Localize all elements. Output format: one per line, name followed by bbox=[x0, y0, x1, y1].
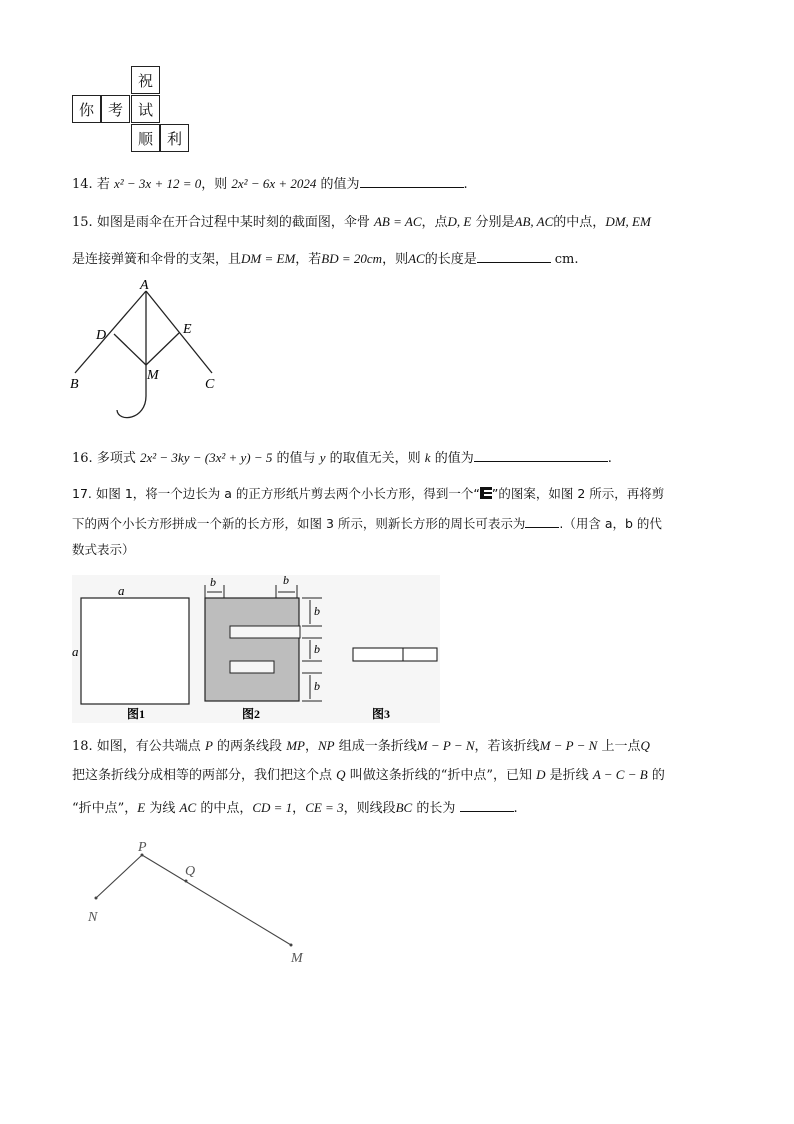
label-A: A bbox=[140, 278, 149, 293]
text: 17. 如图 1，将一个边长为 a 的正方形纸片剪去两个小长方形，得到一个“ bbox=[72, 486, 480, 501]
label-C: C bbox=[205, 377, 215, 392]
text: 的长度是 bbox=[424, 252, 477, 267]
question-18-line3 bbox=[72, 797, 518, 818]
text: ，点 bbox=[421, 215, 448, 230]
text: ”的图案，如图 2 所示，再将剪 bbox=[491, 486, 665, 501]
question-17-line2 bbox=[72, 513, 662, 533]
math: AB, AC bbox=[514, 214, 554, 229]
net-cell: 试 bbox=[131, 95, 160, 123]
text: 把这条折线分成相等的两部分，我们把这个点 bbox=[72, 768, 333, 783]
net-cell: 考 bbox=[101, 95, 130, 123]
equation: x² − 3x + 12 = 0 bbox=[113, 176, 202, 191]
label-M: M bbox=[147, 368, 159, 383]
net-cell: 祝 bbox=[131, 66, 160, 94]
expression: 2x² − 6x + 2024 bbox=[231, 176, 317, 191]
math: M − P − N bbox=[539, 738, 598, 753]
question-number: 15. bbox=[72, 215, 93, 230]
math: Q bbox=[640, 738, 650, 753]
answer-blank[interactable] bbox=[525, 513, 559, 528]
math: A − C − B bbox=[592, 767, 648, 782]
text: . bbox=[607, 451, 612, 466]
label-M: M bbox=[291, 951, 303, 966]
math: BD = 20cm bbox=[321, 251, 383, 266]
text: 的长为 bbox=[416, 801, 456, 816]
answer-blank[interactable] bbox=[460, 797, 514, 812]
unit: cm bbox=[554, 252, 575, 267]
text: 是连接弹簧和伞骨的支架，且 bbox=[72, 252, 242, 267]
text: 18. 如图，有公共端点 bbox=[72, 739, 201, 754]
math: NP bbox=[318, 738, 335, 753]
text: ，则线段 bbox=[343, 801, 396, 816]
text: 的两条线段 bbox=[217, 739, 283, 754]
net-cell: 利 bbox=[160, 124, 189, 152]
label-Q: Q bbox=[185, 864, 196, 879]
e-shape-icon bbox=[480, 487, 492, 499]
question-14 bbox=[72, 173, 468, 194]
math: E bbox=[137, 800, 146, 815]
math: D bbox=[536, 767, 546, 782]
math: CD = 1 bbox=[252, 800, 293, 815]
question-15 bbox=[72, 213, 651, 232]
answer-blank[interactable] bbox=[474, 447, 608, 462]
fig2-label-b: b bbox=[314, 604, 320, 618]
math: BC bbox=[395, 800, 413, 815]
math: DM, EM bbox=[605, 214, 651, 229]
text: 多项式 bbox=[96, 451, 136, 466]
question-17-line3 bbox=[72, 541, 135, 559]
text: 若 bbox=[96, 177, 110, 192]
label-N: N bbox=[88, 910, 98, 925]
text: 叫做这条折线的“折中点”，已知 bbox=[349, 768, 532, 783]
fig1-label-a-top: a bbox=[118, 583, 125, 598]
fig2-label-b: b bbox=[314, 679, 320, 693]
answer-blank[interactable] bbox=[477, 248, 551, 263]
text: .（用含 a，b 的代 bbox=[559, 516, 662, 531]
cube-net bbox=[0, 0, 200, 160]
text: 分别是 bbox=[475, 215, 515, 230]
question-16 bbox=[72, 447, 612, 468]
text: . bbox=[463, 177, 468, 192]
label-P: P bbox=[138, 840, 147, 855]
text: 下的两个小长方形拼成一个新的长方形，如图 3 所示，则新长方形的周长可表示为 bbox=[72, 516, 526, 531]
net-cell: 顺 bbox=[131, 124, 160, 152]
label-B: B bbox=[70, 377, 79, 392]
text: 的中点， bbox=[553, 215, 606, 230]
question-18 bbox=[72, 737, 650, 756]
math: AC bbox=[408, 251, 425, 266]
text: 的取值无关，则 bbox=[329, 451, 421, 466]
math: Q bbox=[336, 767, 346, 782]
math: M − P − N bbox=[416, 738, 475, 753]
q17-figures bbox=[72, 575, 440, 723]
text: 的 bbox=[651, 768, 665, 783]
math: P bbox=[204, 738, 213, 753]
text: ， bbox=[304, 739, 318, 754]
math: AC bbox=[179, 800, 197, 815]
text: ，则 bbox=[382, 252, 409, 267]
text: “折中点”， bbox=[72, 801, 138, 816]
fig2-label-b: b bbox=[283, 575, 289, 587]
math: AB = AC bbox=[373, 214, 422, 229]
text: 的中点， bbox=[200, 801, 253, 816]
math: CE = 3 bbox=[305, 800, 344, 815]
umbrella-figure bbox=[60, 275, 230, 435]
text: 的值与 bbox=[276, 451, 316, 466]
math: MP bbox=[286, 738, 305, 753]
text: ，若该折线 bbox=[474, 739, 540, 754]
text: 上一点 bbox=[601, 739, 641, 754]
question-number: 14. bbox=[72, 177, 93, 192]
text: . bbox=[574, 252, 579, 267]
question-number: 16. bbox=[72, 451, 93, 466]
answer-blank[interactable] bbox=[360, 173, 464, 188]
text: 的值为 bbox=[434, 451, 474, 466]
text: 数式表示） bbox=[72, 542, 135, 557]
label-E: E bbox=[183, 322, 192, 337]
text: 为线 bbox=[149, 801, 176, 816]
math: DM = EM bbox=[241, 251, 296, 266]
polyline-figure bbox=[80, 835, 320, 975]
question-17 bbox=[72, 485, 664, 503]
fig2-label-b: b bbox=[314, 642, 320, 656]
text: 如图是雨伞在开合过程中某时刻的截面图，伞骨 bbox=[96, 215, 370, 230]
text: . bbox=[513, 801, 518, 816]
math: y bbox=[319, 450, 326, 465]
math: k bbox=[424, 450, 431, 465]
fig2-label-b: b bbox=[210, 575, 216, 589]
text: ， bbox=[292, 801, 306, 816]
question-18-line2 bbox=[72, 766, 665, 785]
expression: 2x² − 3ky − (3x² + y) − 5 bbox=[139, 450, 273, 465]
text: ，若 bbox=[295, 252, 322, 267]
net-cell: 你 bbox=[72, 95, 101, 123]
text: ，则 bbox=[201, 177, 228, 192]
text: 的值为 bbox=[320, 177, 360, 192]
caption-fig2: 图2 bbox=[242, 707, 261, 721]
text: 是折线 bbox=[549, 768, 589, 783]
caption-fig1: 图1 bbox=[127, 707, 146, 721]
text: 组成一条折线 bbox=[338, 739, 417, 754]
question-15-line2 bbox=[72, 248, 578, 269]
caption-fig3: 图3 bbox=[372, 707, 391, 721]
fig1-label-a-left: a bbox=[72, 644, 79, 659]
math: D, E bbox=[447, 214, 472, 229]
label-D: D bbox=[96, 328, 107, 343]
